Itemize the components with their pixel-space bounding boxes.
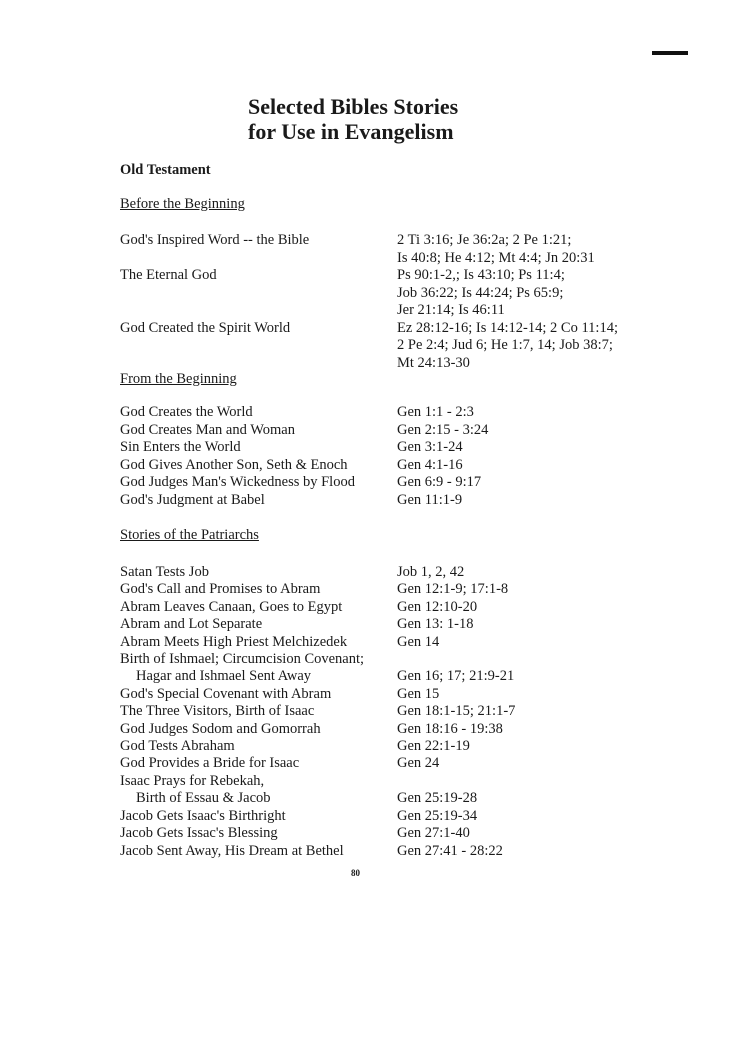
reference-line: Gen 27:1-40 <box>397 825 470 842</box>
reference-line: Gen 12:1-9; 17:1-8 <box>397 581 509 598</box>
story-title-line: Jacob Gets Isaac's Birthright <box>120 807 286 824</box>
scripture-reference <box>397 843 503 860</box>
story-title <box>120 843 397 860</box>
reference-line: Gen 12:10-20 <box>397 598 478 615</box>
story-title-line: God Gives Another Son, Seth & Enoch <box>120 456 348 473</box>
story-title-line: Abram Meets High Priest Melchizedek <box>120 633 348 650</box>
subsection-heading: Before the Beginning <box>120 196 245 212</box>
scripture-reference <box>397 564 464 581</box>
list-item <box>120 492 680 510</box>
story-title-line: Abram Leaves Canaan, Goes to Egypt <box>120 598 343 615</box>
reference-line: 2 Ti 3:16; Je 36:2a; 2 Pe 1:21; <box>397 232 572 248</box>
subsection-heading: Stories of the Patriarchs <box>120 527 259 543</box>
story-title-line: God's Call and Promises to Abram <box>120 581 321 598</box>
story-title <box>120 686 397 703</box>
story-title-line: Satan Tests Job <box>120 564 209 580</box>
scripture-reference <box>397 267 565 320</box>
page-edge-mark <box>652 51 688 55</box>
story-title-line: The Eternal God <box>120 267 217 283</box>
scripture-reference <box>397 439 463 457</box>
scripture-reference <box>397 232 595 267</box>
story-title <box>120 320 397 373</box>
list-item <box>120 825 680 842</box>
story-title <box>120 738 397 755</box>
reference-line: Gen 1:1 - 2:3 <box>397 404 474 420</box>
reference-line: Gen 18:16 - 19:38 <box>397 720 503 737</box>
list-item <box>120 703 680 720</box>
story-title-line: Birth of Ishmael; Circumcision Covenant; <box>120 651 365 668</box>
reference-line: Gen 25:19-34 <box>397 807 478 824</box>
reference-line: Gen 2:15 - 3:24 <box>397 421 489 438</box>
story-title-line: Sin Enters the World <box>120 439 241 455</box>
section-patriarchs <box>120 564 680 860</box>
scripture-reference <box>397 616 474 633</box>
scripture-reference <box>397 651 514 686</box>
scripture-reference <box>397 422 488 440</box>
list-item <box>120 320 680 373</box>
story-title-line: Jacob Sent Away, His Dream at Bethel <box>120 842 344 859</box>
story-title-continuation: Birth of Essau & Jacob <box>136 790 271 807</box>
list-item <box>120 439 680 457</box>
scripture-reference <box>397 474 481 492</box>
scripture-reference <box>397 457 463 475</box>
list-item <box>120 686 680 703</box>
story-title-line: The Three Visitors, Birth of Isaac <box>120 703 315 720</box>
spacer <box>397 773 477 790</box>
list-item <box>120 422 680 440</box>
reference-line: Jer 21:14; Is 46:11 <box>397 302 505 318</box>
reference-line: Is 40:8; He 4:12; Mt 4:4; Jn 20:31 <box>397 249 595 266</box>
list-item <box>120 616 680 633</box>
reference-line: Mt 24:13-30 <box>397 354 470 371</box>
story-title <box>120 755 397 772</box>
reference-line: Gen 14 <box>397 633 440 650</box>
list-item <box>120 267 680 320</box>
scripture-reference <box>397 721 503 738</box>
scripture-reference <box>397 404 474 422</box>
list-item <box>120 599 680 616</box>
story-title-line: Isaac Prays for Rebekah, <box>120 772 265 789</box>
title-line-1: Selected Bibles Stories <box>248 94 459 119</box>
scripture-reference <box>397 755 439 772</box>
page-number: 80 <box>351 868 360 878</box>
story-title-line: God's Judgment at Babel <box>120 491 265 508</box>
page-title <box>248 94 458 144</box>
reference-line: Gen 27:41 - 28:22 <box>397 842 503 859</box>
story-title <box>120 474 397 492</box>
reference-line: Gen 24 <box>397 755 440 772</box>
story-title <box>120 422 397 440</box>
list-item <box>120 564 680 581</box>
story-title <box>120 773 397 808</box>
story-title <box>120 564 397 581</box>
story-title-line: Abram and Lot Separate <box>120 616 263 633</box>
reference-line: Gen 22:1-19 <box>397 738 470 755</box>
story-title <box>120 267 397 320</box>
reference-line: Gen 11:1-9 <box>397 491 463 508</box>
story-title <box>120 404 397 422</box>
scripture-reference <box>397 738 470 755</box>
story-title-continuation: Hagar and Ishmael Sent Away <box>136 668 312 685</box>
story-title-line: God's Inspired Word -- the Bible <box>120 232 310 248</box>
story-title <box>120 232 397 267</box>
list-item <box>120 457 680 475</box>
story-title <box>120 492 397 510</box>
list-item <box>120 843 680 860</box>
list-item <box>120 404 680 422</box>
scripture-reference <box>397 825 470 842</box>
story-title <box>120 439 397 457</box>
story-title <box>120 703 397 720</box>
story-title <box>120 825 397 842</box>
subsection-heading: From the Beginning <box>120 371 237 387</box>
story-title-line: God Judges Man's Wickedness by Flood <box>120 474 355 490</box>
story-title <box>120 581 397 598</box>
story-title <box>120 808 397 825</box>
story-title <box>120 599 397 616</box>
story-title <box>120 616 397 633</box>
scripture-reference <box>397 773 477 808</box>
reference-line: Ez 28:12-16; Is 14:12-14; 2 Co 11:14; <box>397 319 618 336</box>
scripture-reference <box>397 581 508 598</box>
list-item <box>120 581 680 598</box>
section-heading: Old Testament <box>120 162 211 178</box>
reference-line: Job 1, 2, 42 <box>397 564 465 580</box>
reference-line: Gen 13: 1-18 <box>397 616 474 633</box>
section-before-beginning <box>120 232 680 372</box>
scripture-reference <box>397 320 618 373</box>
reference-line: Gen 4:1-16 <box>397 456 463 473</box>
scripture-reference <box>397 599 477 616</box>
story-title-line: God Creates Man and Woman <box>120 421 295 438</box>
reference-line: Job 36:22; Is 44:24; Ps 65:9; <box>397 284 564 301</box>
list-item <box>120 634 680 651</box>
story-title <box>120 634 397 651</box>
reference-line: Ps 90:1-2,; Is 43:10; Ps 11:4; <box>397 267 565 283</box>
spacer <box>397 651 514 668</box>
reference-line: Gen 25:19-28 <box>397 790 478 807</box>
scripture-reference <box>397 634 439 651</box>
reference-line: Gen 6:9 - 9:17 <box>397 474 482 490</box>
story-title <box>120 651 397 686</box>
scripture-reference <box>397 686 439 703</box>
scripture-reference <box>397 492 462 510</box>
story-title <box>120 457 397 475</box>
reference-line: Gen 3:1-24 <box>397 439 463 455</box>
section-from-beginning <box>120 404 680 509</box>
story-title-line: God's Special Covenant with Abram <box>120 685 332 702</box>
list-item <box>120 721 680 738</box>
list-item <box>120 232 680 267</box>
story-title-line: God Judges Sodom and Gomorrah <box>120 720 321 737</box>
story-title-line: Jacob Gets Issac's Blessing <box>120 825 278 842</box>
list-item <box>120 773 680 808</box>
list-item <box>120 738 680 755</box>
story-title-line: God Provides a Bride for Isaac <box>120 755 300 772</box>
story-title-line: God Tests Abraham <box>120 738 235 755</box>
reference-line: Gen 18:1-15; 21:1-7 <box>397 703 516 720</box>
list-item <box>120 755 680 772</box>
title-line-2: for Use in Evangelism <box>248 119 454 144</box>
list-item <box>120 651 680 686</box>
story-title-line: God Creates the World <box>120 404 253 420</box>
scripture-reference <box>397 808 477 825</box>
reference-line: Gen 16; 17; 21:9-21 <box>397 668 515 685</box>
reference-line: 2 Pe 2:4; Jud 6; He 1:7, 14; Job 38:7; <box>397 337 613 353</box>
story-title <box>120 721 397 738</box>
list-item <box>120 808 680 825</box>
scripture-reference <box>397 703 515 720</box>
reference-line: Gen 15 <box>397 685 440 702</box>
story-title-line: God Created the Spirit World <box>120 319 291 336</box>
list-item <box>120 474 680 492</box>
